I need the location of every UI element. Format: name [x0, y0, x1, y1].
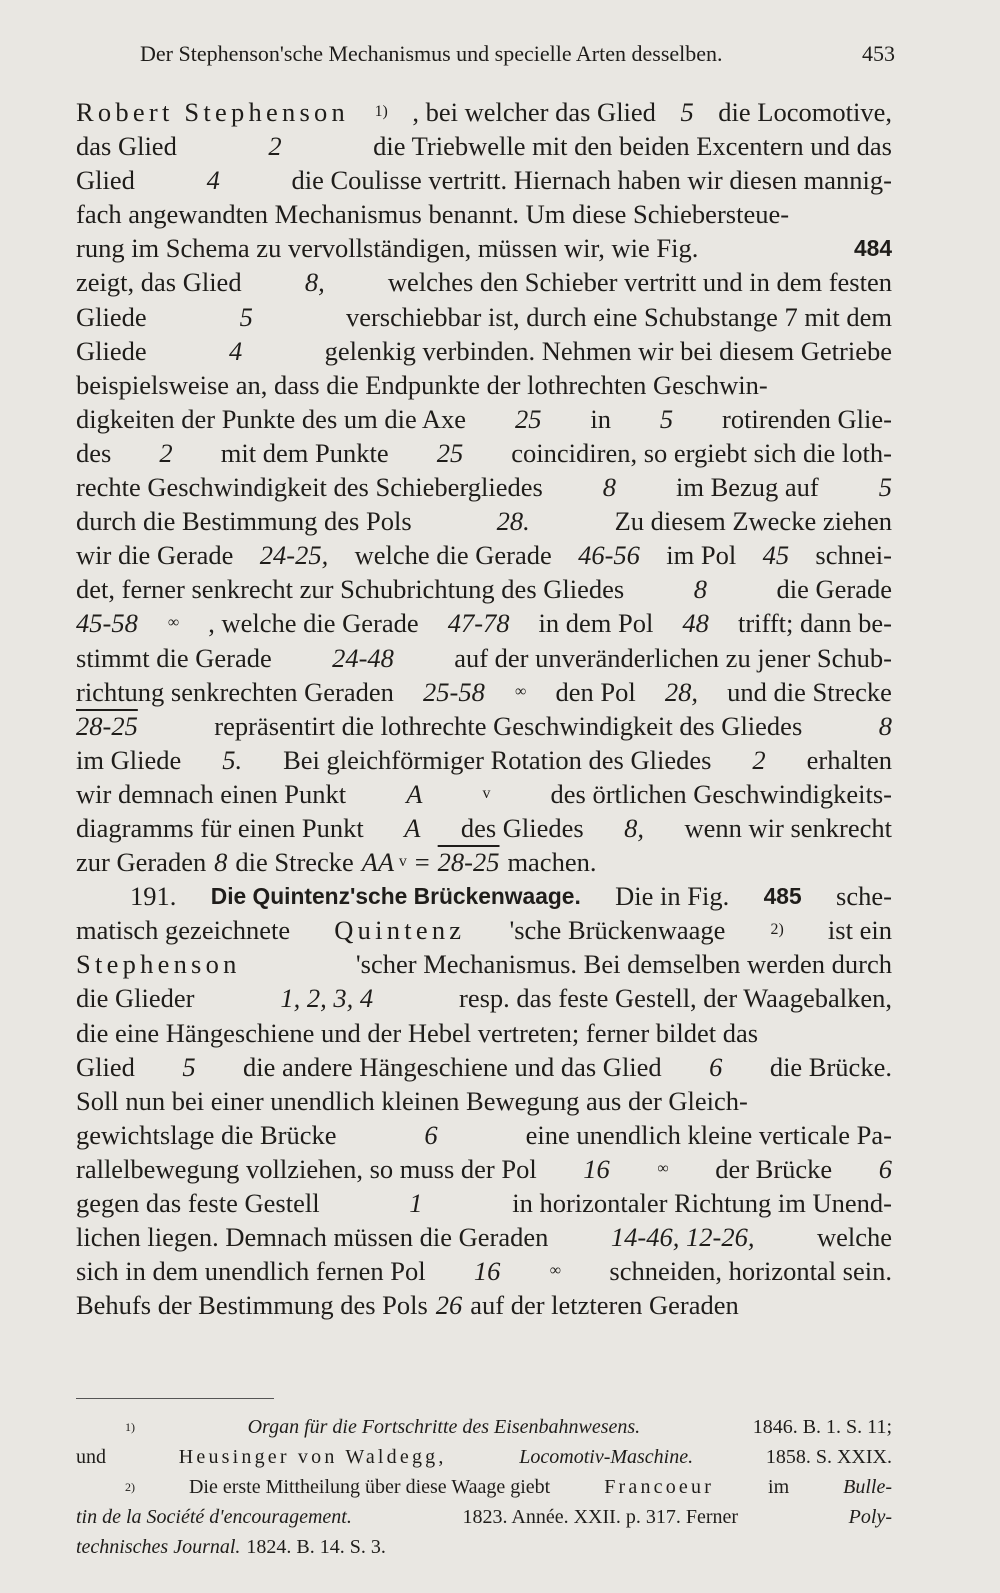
text-segment: coincidiren, so ergiebt sich die loth-: [511, 437, 892, 468]
text-segment: 485: [763, 883, 802, 910]
text-segment: lichen liegen. Demnach müssen die Geraden: [76, 1222, 549, 1253]
text-segment: auf der unveränderlichen zu jener Schub-: [454, 642, 892, 673]
body-line: [76, 947, 892, 981]
text-segment: 6: [709, 1051, 723, 1082]
text-segment: 2): [770, 921, 784, 939]
text-segment: 8,: [304, 267, 325, 298]
body-text: [76, 95, 892, 1322]
text-segment: die andere Hängeschiene und das Glied: [243, 1051, 662, 1082]
text-segment: Stephenson: [76, 949, 241, 980]
body-line: [76, 436, 892, 470]
body-line: [76, 879, 892, 913]
body-line: [76, 1186, 892, 1220]
text-segment: 28-25: [437, 847, 500, 878]
text-segment: 48: [682, 608, 709, 639]
text-segment: tin de la Société d'encouragement.: [76, 1506, 352, 1528]
running-title: Der Stephenson'sche Mechanismus und specielle Arten desselben.: [140, 41, 723, 66]
text-segment: 5: [182, 1051, 196, 1082]
text-segment: matisch gezeichnete: [76, 915, 291, 946]
footnotes: [76, 1412, 892, 1562]
text-segment: 47-78: [447, 608, 510, 639]
text-segment: digkeiten der Punkte des um die Axe: [76, 403, 467, 434]
text-segment: welche: [816, 1222, 892, 1253]
text-segment: 4: [206, 165, 220, 196]
body-line: [76, 743, 892, 777]
text-segment: Die in Fig.: [615, 881, 730, 912]
text-segment: mit dem Punkte: [220, 437, 389, 468]
text-segment: 28,: [664, 676, 698, 707]
text-segment: 16: [473, 1256, 501, 1287]
text-segment: 8: [214, 847, 228, 878]
text-segment: 1858. S. XXIX.: [765, 1446, 892, 1468]
text-segment: welche die Gerade: [354, 540, 552, 571]
text-segment: technisches Journal.: [76, 1536, 241, 1558]
text-segment: rechte Geschwindigkeit des Schiebergliedes: [76, 472, 543, 503]
text-segment: 25: [514, 403, 542, 434]
text-segment: zeigt, das Glied: [76, 267, 242, 298]
text-segment: 5: [680, 97, 694, 127]
text-segment: in horizontaler Richtung im Unend-: [512, 1188, 892, 1218]
text-segment: des: [76, 437, 112, 468]
body-line: [76, 1118, 892, 1152]
text-segment: im Pol: [666, 540, 737, 571]
text-segment: Heusinger von Waldegg,: [178, 1446, 447, 1468]
text-segment: beispielsweise an, dass die Endpunkte der lothrechten Geschwin-: [76, 369, 768, 400]
body-line: [76, 1016, 892, 1050]
text-segment: im: [768, 1476, 790, 1498]
text-segment: welches den Schieber vertritt und in dem festen: [387, 267, 892, 298]
text-segment: verschiebbar ist, durch eine Schubstange 7 mit dem: [345, 301, 892, 332]
body-line: [76, 811, 892, 845]
text-segment: repräsentirt die lothrechte Geschwindigkeit des Gliedes: [214, 710, 803, 741]
text-segment: 8: [693, 574, 707, 605]
text-segment: auf der letzteren Geraden: [470, 1290, 739, 1321]
text-segment: 28-25: [76, 710, 138, 741]
text-segment: der Brücke: [715, 1153, 833, 1184]
text-segment: in: [590, 403, 611, 434]
body-line: [76, 470, 892, 504]
text-segment: des örtlichen Geschwindigkeits-: [550, 778, 892, 809]
text-segment: Die erste Mittheilung über diese Waage giebt: [188, 1476, 551, 1498]
text-segment: eine unendlich kleine verticale Pa-: [525, 1119, 892, 1150]
text-segment: 28.: [496, 506, 530, 537]
text-segment: det, ferner senkrecht zur Schubrichtung des Gliedes: [76, 574, 625, 605]
body-line: [76, 709, 892, 743]
text-segment: 24-25,: [259, 540, 329, 571]
text-segment: in dem Pol: [538, 608, 654, 639]
text-segment: die Locomotive,: [718, 97, 892, 127]
body-line: [76, 197, 892, 231]
body-line: [76, 231, 892, 265]
body-line: [76, 606, 892, 640]
body-line: [76, 913, 892, 947]
text-segment: v: [482, 784, 491, 802]
text-segment: 1824. B. 14. S. 3.: [246, 1536, 386, 1558]
text-segment: ∞: [514, 682, 527, 700]
body-line: [76, 1288, 892, 1322]
text-segment: rung im Schema zu vervollständigen, müssen wir, wie Fig.: [76, 233, 699, 264]
text-segment: 1): [125, 1420, 135, 1434]
text-segment: 2: [752, 744, 766, 775]
text-segment: erhalten: [806, 744, 892, 775]
body-line: [76, 675, 892, 709]
text-segment: die Coulisse vertritt. Hiernach haben wir diesen mannig-: [291, 165, 892, 196]
text-segment: des Gliedes: [460, 812, 584, 843]
body-line: [76, 777, 892, 811]
text-segment: Glied: [76, 165, 135, 196]
footnote-line: [76, 1442, 892, 1472]
text-segment: Bulle-: [843, 1476, 892, 1498]
text-segment: rallelbewegung vollziehen, so muss der Pol: [76, 1153, 537, 1184]
footnote-line: [76, 1532, 892, 1562]
body-line: [76, 300, 892, 334]
body-line: [76, 572, 892, 606]
text-segment: die eine Hängeschiene und der Hebel vertreten; ferner bildet das: [76, 1017, 759, 1048]
body-line: [76, 95, 892, 129]
text-segment: sche-: [836, 881, 892, 912]
text-segment: Organ für die Fortschritte des Eisenbahnwesens.: [247, 1416, 641, 1438]
body-line: [76, 1152, 892, 1186]
text-segment: stimmt die Gerade: [76, 642, 272, 673]
text-segment: 1, 2, 3, 4: [280, 983, 374, 1014]
text-segment: gewichtslage die Brücke: [76, 1119, 337, 1150]
text-segment: 45: [762, 540, 790, 571]
page-number: 453: [862, 41, 895, 66]
text-segment: A: [404, 812, 421, 843]
text-segment: 46-56: [578, 540, 640, 571]
text-segment: 25: [436, 437, 464, 468]
text-segment: im Bezug auf: [675, 472, 819, 503]
text-segment: 24-48: [332, 642, 394, 673]
text-segment: 6: [424, 1119, 438, 1150]
text-segment: 2: [159, 437, 173, 468]
text-segment: Gliede: [76, 301, 147, 332]
text-segment: schnei-: [815, 540, 892, 571]
text-segment: =: [414, 847, 430, 878]
text-segment: rotirenden Glie-: [722, 403, 892, 434]
text-segment: ∞: [657, 1159, 669, 1177]
body-line: [76, 1254, 892, 1288]
text-segment: die Triebwelle mit den beiden Excentern und das: [373, 131, 892, 162]
body-line: [76, 265, 892, 299]
text-segment: die Brücke.: [769, 1051, 892, 1082]
body-line: [76, 845, 892, 879]
text-segment: Glied: [76, 1051, 135, 1082]
text-segment: ∞: [167, 614, 180, 632]
text-segment: trifft; dann be-: [737, 608, 892, 639]
section-title: Die Quintenz'sche Brückenwaage.: [210, 883, 581, 910]
text-segment: Zu diesem Zwecke ziehen: [614, 506, 892, 537]
footnote-rule: [76, 1398, 274, 1399]
text-segment: die Glieder: [76, 983, 195, 1014]
text-segment: gegen das feste Gestell: [76, 1188, 320, 1218]
text-segment: Bei gleichförmiger Rotation des Gliedes: [283, 744, 712, 775]
text-segment: Robert Stephenson: [76, 97, 350, 127]
text-segment: 5: [239, 301, 253, 332]
body-line: [76, 163, 892, 197]
section-number: 191.: [130, 881, 177, 912]
text-segment: sich in dem unendlich fernen Pol: [76, 1256, 426, 1287]
body-line: [76, 1220, 892, 1254]
text-segment: Gliede: [76, 335, 147, 366]
text-segment: die Gerade: [776, 574, 892, 605]
text-segment: den Pol: [555, 676, 636, 707]
text-segment: 1): [374, 103, 388, 120]
text-segment: und die Strecke: [727, 676, 892, 707]
running-header: [140, 38, 895, 70]
text-segment: 5: [878, 472, 892, 503]
text-segment: ist ein: [827, 915, 892, 946]
body-line: [76, 129, 892, 163]
text-segment: wenn wir senkrecht: [684, 812, 892, 843]
text-segment: wir die Gerade: [76, 540, 234, 571]
text-segment: 16: [583, 1153, 610, 1184]
body-line: [76, 402, 892, 436]
body-line: [76, 981, 892, 1015]
text-segment: 14-46, 12-26,: [610, 1222, 755, 1253]
text-segment: AA: [361, 847, 395, 878]
body-line: [76, 1050, 892, 1084]
text-segment: und: [76, 1446, 106, 1468]
text-segment: im Gliede: [76, 744, 182, 775]
text-segment: Locomotiv-Maschine.: [519, 1446, 694, 1468]
text-segment: 1846. B. 1. S. 11;: [752, 1416, 892, 1438]
text-segment: resp. das feste Gestell, der Waagebalken,: [459, 983, 892, 1014]
text-segment: Behufs der Bestimmung des Pols: [76, 1290, 428, 1321]
text-segment: v: [398, 853, 407, 871]
text-segment: 5.: [222, 744, 243, 775]
text-segment: 8: [602, 472, 617, 503]
body-line: [76, 504, 892, 538]
text-segment: gelenkig verbinden. Nehmen wir bei diesem Getriebe: [324, 335, 892, 366]
text-segment: 484: [853, 235, 892, 262]
text-segment: zur Geraden: [76, 847, 207, 878]
text-segment: Quintenz: [334, 915, 466, 946]
text-segment: richtung senkrechten Geraden: [76, 676, 394, 707]
text-segment: 8: [878, 710, 892, 741]
text-segment: 2: [268, 131, 282, 162]
text-segment: 26: [435, 1290, 463, 1321]
text-segment: machen.: [507, 847, 597, 878]
body-line: [76, 368, 892, 402]
text-segment: 2): [125, 1480, 135, 1494]
body-line: [76, 538, 892, 572]
text-segment: 'scher Mechanismus. Bei demselben werden durch: [355, 949, 892, 980]
footnote-line: [76, 1502, 892, 1532]
text-segment: wir demnach einen Punkt: [76, 778, 347, 809]
text-segment: 45-58: [76, 608, 138, 639]
body-line: [76, 334, 892, 368]
text-segment: , welche die Gerade: [208, 608, 419, 639]
text-segment: diagramms für einen Punkt: [76, 812, 364, 843]
text-segment: 8,: [624, 812, 645, 843]
text-segment: die Strecke: [235, 847, 354, 878]
body-line: [76, 1084, 892, 1118]
text-segment: , bei welcher das Glied: [412, 97, 656, 127]
text-segment: Soll nun bei einer unendlich kleinen Bewegung aus der Gleich-: [76, 1085, 748, 1116]
text-segment: 5: [659, 403, 674, 434]
text-segment: ∞: [549, 1262, 562, 1280]
text-segment: durch die Bestimmung des Pols: [76, 506, 412, 537]
footnote-line: [76, 1472, 892, 1502]
text-segment: das Glied: [76, 131, 177, 162]
footnote-line: [76, 1412, 892, 1442]
text-segment: 25-58: [423, 676, 485, 707]
text-segment: 'sche Brückenwaage: [509, 915, 726, 946]
text-segment: 6: [878, 1153, 892, 1184]
text-segment: schneiden, horizontal sein.: [609, 1256, 892, 1287]
text-segment: 4: [229, 335, 243, 366]
text-segment: Poly-: [848, 1506, 892, 1528]
text-segment: 1823. Année. XXII. p. 317. Ferner: [462, 1506, 739, 1528]
text-segment: fach angewandten Mechanismus benannt. Um diese Schiebersteue-: [76, 199, 790, 230]
text-segment: 1: [409, 1188, 423, 1218]
text-segment: A: [406, 778, 423, 809]
body-line: [76, 641, 892, 675]
text-segment: Francoeur: [604, 1476, 715, 1498]
